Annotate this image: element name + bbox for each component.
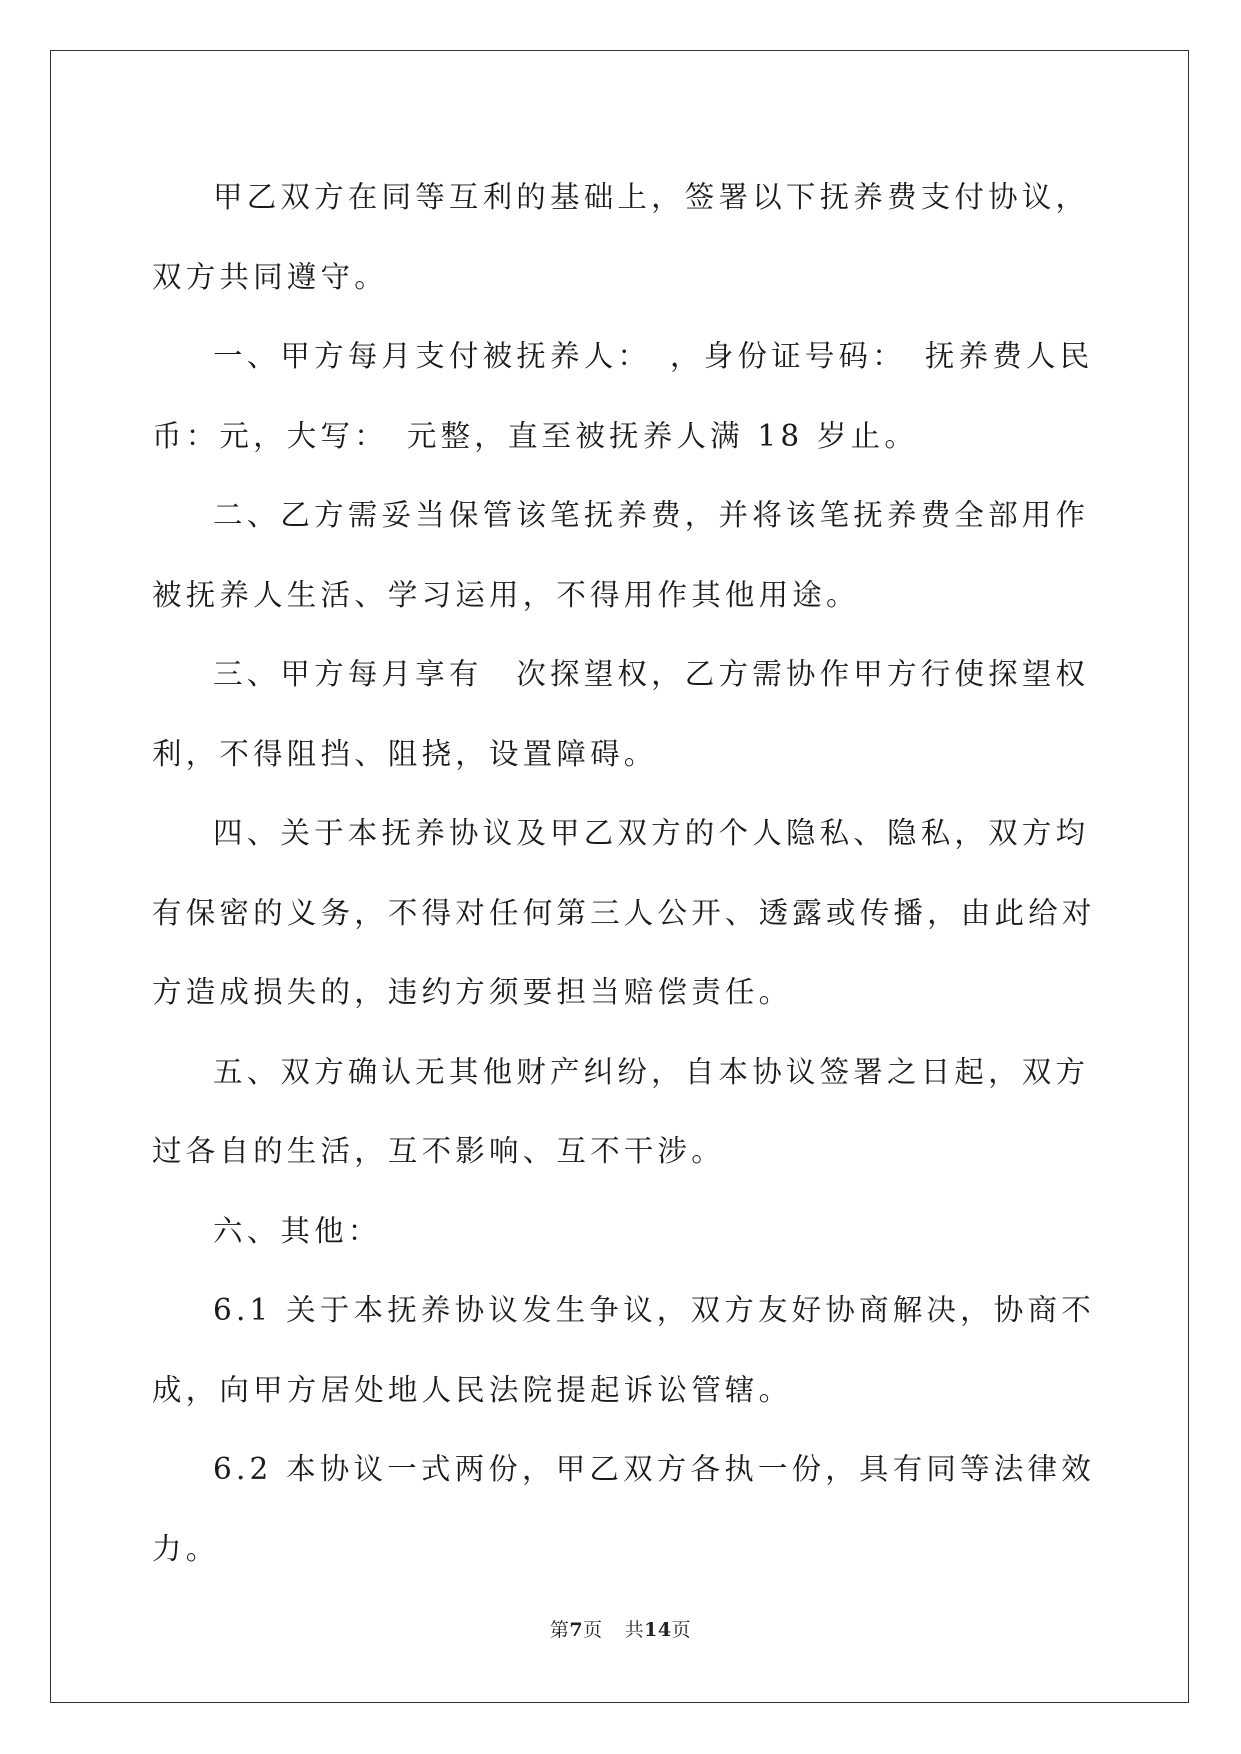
document-body xyxy=(152,158,1096,1589)
page-footer xyxy=(0,1618,1241,1642)
page-current-number: 7 xyxy=(569,1619,584,1641)
paragraph-clause-6-1: 6.1 关于本抚养协议发生争议，双方友好协商解决，协商不成，向甲方居处地人民法院提起诉讼管辖。 xyxy=(152,1293,1095,1407)
paragraph-clause-5: 五、双方确认无其他财产纠纷，自本协议签署之日起，双方过各自的生活，互不影响、互不干涉。 xyxy=(152,1054,1090,1168)
paragraph-clause-6-heading: 六、其他： xyxy=(213,1213,382,1248)
paragraph-clause-6-2: 6.2 本协议一式两份，甲乙双方各执一份，具有同等法律效力。 xyxy=(152,1452,1095,1566)
total-prefix: 共 xyxy=(624,1619,645,1641)
total-suffix: 页 xyxy=(671,1619,692,1641)
page-suffix: 页 xyxy=(583,1619,603,1641)
paragraph-clause-4: 四、关于本抚养协议及甲乙双方的个人隐私、隐私，双方均有保密的义务，不得对任何第三人公开、透露或传播，由此给对方造成损失的，违约方须要担当赔偿责任。 xyxy=(152,816,1096,1009)
paragraph-clause-3: 三、甲方每月享有 次探望权，乙方需协作甲方行使探望权利，不得阻挡、阻挠，设置障碍。 xyxy=(152,657,1090,771)
page-prefix: 第 xyxy=(549,1619,570,1641)
paragraph-intro: 甲乙双方在同等互利的基础上，签署以下抚养费支付协议，双方共同遵守。 xyxy=(152,180,1090,294)
paragraph-clause-1: 一、甲方每月支付被抚养人： ，身份证号码： 抚养费人民币：元，大写： 元整，直至被抚养人满 18 岁止。 xyxy=(152,339,1094,453)
page-total-number: 14 xyxy=(644,1619,672,1641)
paragraph-clause-2: 二、乙方需妥当保管该笔抚养费，并将该笔抚养费全部用作被抚养人生活、学习运用，不得用作其他用途。 xyxy=(152,498,1090,612)
